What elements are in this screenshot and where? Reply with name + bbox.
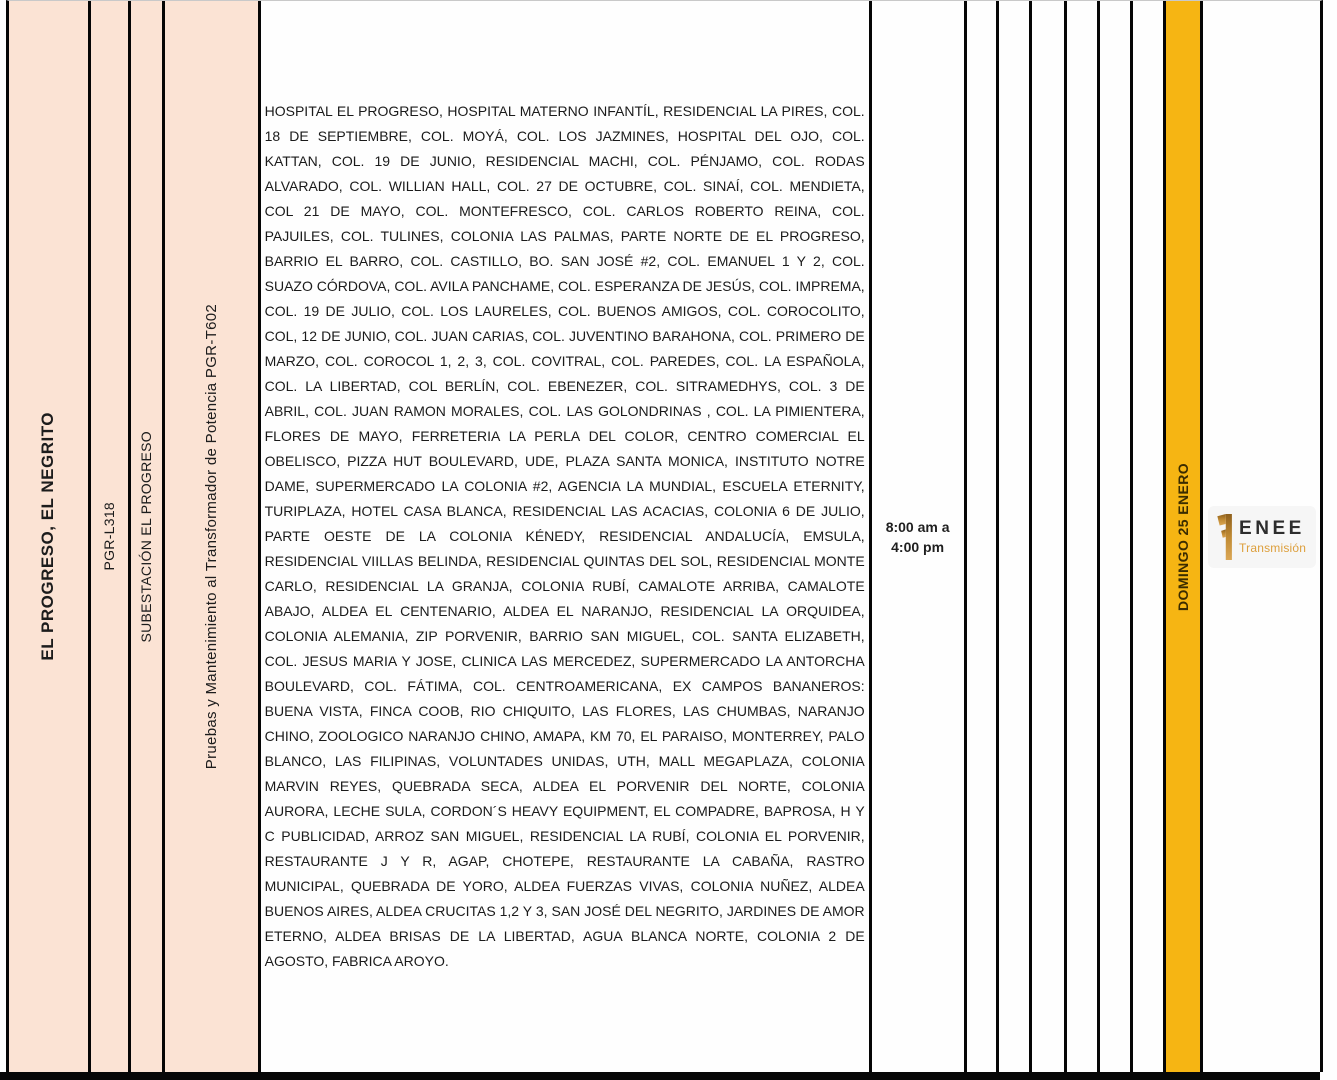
zone-label: EL PROGRESO, EL NEGRITO <box>38 412 58 661</box>
outage-schedule-table <box>6 0 1323 1072</box>
empty-column-3 <box>1029 1 1064 1072</box>
date-label: DOMINGO 25 ENERO <box>1175 462 1192 611</box>
schedule-time <box>886 517 950 557</box>
empty-column-1 <box>964 1 997 1072</box>
enee-logo-title: ENEE <box>1239 518 1305 539</box>
logo-cell <box>1200 1 1320 1072</box>
affected-areas-text: HOSPITAL EL PROGRESO, HOSPITAL MATERNO INFANTÍL, RESIDENCIAL LA PIRES, COL. 18 DE SEPTIEMBRE, COL. MOYÁ, COL. LOS JAZMINES, HOSPITAL DEL OJO, COL. KATTAN, COL. 19 DE JUNIO, RESIDENCIAL MACHI, COL. PÉNJAMO, COL. RODAS ALVARADO, COL. WILLIAN HALL, COL. 27 DE OCTUBRE, COL. SINAÍ, COL. MENDIETA, COL 21 DE MAYO, COL. MONTEFRESCO, COL. CARLOS ROBERTO REINA, COL. PAJUILES, COL. TULINES, COLONIA LAS PALMAS, PARTE NORTE DE EL PROGRESO, BARRIO EL BARRO, COL. CASTILLO, BO. SAN JOSÉ #2, COL. EMANUEL 1 Y 2, COL. SUAZO CÓRDOVA, COL. AVILA PANCHAME, COL. ESPERANZA DE JESÚS, COL. IMPREMA, COL. 19 DE JULIO, COL. LOS LAURELES, COL. BUENOS AMIGOS, COL. COROCOLITO, COL, 12 DE JUNIO, COL. JUAN CARIAS, COL. JUVENTINO BARAHONA, COL. PRIMERO DE MARZO, COL. COROCOL 1, 2, 3, COL. COVITRAL, COL. PAREDES, COL. LA ESPAÑOLA, COL. LA LIBERTAD, COL BERLÍN, COL. EBENEZER, COL. SITRAMEDHYS, COL. 3 DE ABRIL, COL. JUAN RAMON MORALES, COL. LAS GOLONDRINAS , COL. LA PIMIENTERA, FLORES DE MAYO, FERRETERIA LA PERLA DEL COLOR, CENTRO COMERCIAL EL OBELISCO, PIZZA HUT BOULEVARD, UDE, PLAZA SANTA MONICA, INSTITUTO NOTRE DAME, SUPERMERCADO LA COLONIA #2, AGENCIA LA MUNDIAL, ESCUELA ETERNITY, TURIPLAZA, HOTEL CASA BLANCA, RESIDENCIAL LAS ACACIAS, COLONIA 6 DE JULIO, PARTE OESTE DE LA COLONIA KÉNEDY, RESIDENCIAL ANDALUCÍA, EMSULA, RESIDENCIAL VIILLAS BELINDA, RESIDENCIAL QUINTAS DEL SOL, RESIDENCIAL MONTE CARLO, RESIDENCIAL LA GRANJA, COLONIA RUBÍ, CAMALOTE ARRIBA, CAMALOTE ABAJO, ALDEA EL CENTENARIO, ALDEA EL NARANJO, RESIDENCIAL LA ORQUIDEA, COLONIA ALEMANIA, ZIP PORVENIR, BARRIO SAN MIGUEL, COL. SANTA ELIZABETH, COL. JESUS MARIA Y JOSE, CLINICA LAS MERCEDEZ, SUPERMERCADO LA ANTORCHA BOULEVARD, COL. FÁTIMA, COL. CENTROAMERICANA, EX CAMPOS BANANEROS: BUENA VISTA, FINCA COOB, RIO CHIQUITO, LAS FLORES, LAS CHUMBAS, NARANJO CHINO, ZOOLOGICO NARANJO CHINO, AMAPA, KM 70, EL PARAISO, MONTERREY, PALO BLANCO, LAS FILIPINAS, VOLUNTADES UNIDAS, UTH, MALL MEGAPLAZA, COLONIA MARVIN REYES, QUEBRADA SECA, ALDEA EL PORVENIR DEL NORTE, COLONIA AURORA, LECHE SULA, CORDON´S HEAVY EQUIPMENT, EL COMPADRE, BAPROSA, H Y C PUBLICIDAD, ARROZ SAN MIGUEL, RESIDENCIAL LA RUBÍ, COLONIA EL PORVENIR, RESTAURANTE J Y R, AGAP, CHOTEPE, RESTAURANTE LA CABAÑA, RASTRO MUNICIPAL, QUEBRADA DE YORO, ALDEA FUERZAS VIVAS, COLONIA NUÑEZ, ALDEA BUENOS AIRES, ALDEA CRUCITAS 1,2 Y 3, SAN JOSÉ DEL NEGRITO, JARDINES DE AMOR ETERNO, ALDEA BRISAS DE LA LIBERTAD, AGUA BLANCA NORTE, COLONIA 2 DE AGOSTO, FABRICA AROYO. <box>264 103 865 969</box>
substation-label: SUBESTACIÓN EL PROGRESO <box>138 430 155 643</box>
schedule-cell <box>869 1 964 1072</box>
date-cell <box>1163 1 1200 1072</box>
enee-logo-words <box>1239 519 1306 554</box>
enee-flame-icon <box>1217 514 1233 560</box>
empty-column-2 <box>996 1 1029 1072</box>
schedule-time-end: 4:00 pm <box>891 538 945 555</box>
empty-column-4 <box>1064 1 1097 1072</box>
circuit-label: PGR-L318 <box>101 502 118 571</box>
empty-column-5 <box>1097 1 1130 1072</box>
zone-cell <box>9 1 88 1072</box>
affected-areas-cell <box>258 1 869 1072</box>
enee-logo <box>1208 506 1316 568</box>
empty-column-6 <box>1130 1 1163 1072</box>
schedule-time-start: 8:00 am a <box>885 518 950 535</box>
circuit-cell <box>88 1 128 1072</box>
work-description-cell <box>162 1 258 1072</box>
enee-logo-subtitle: Transmisión <box>1239 541 1307 555</box>
bottom-border-bar <box>0 1072 1320 1080</box>
substation-cell <box>128 1 162 1072</box>
work-description-label: Pruebas y Mantenimiento al Transformador de Potencia PGR-T602 <box>202 303 220 770</box>
